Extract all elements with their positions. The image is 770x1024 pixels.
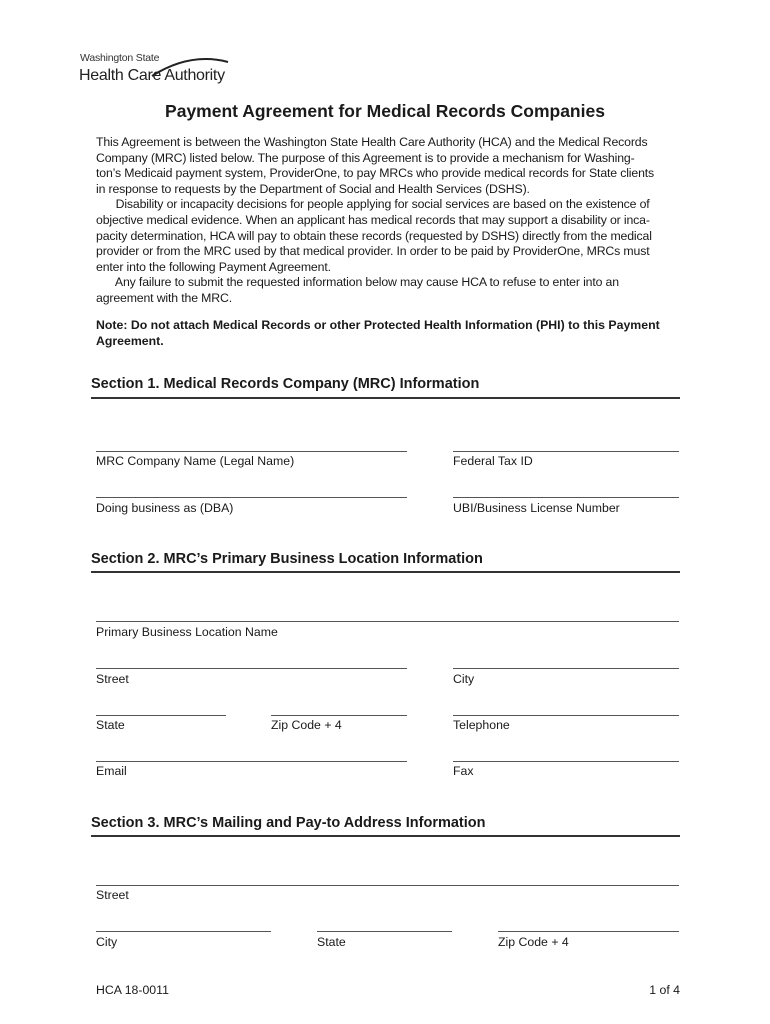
city-label: City [453,672,475,686]
state-label: State [96,718,125,732]
mailing-city-field[interactable] [96,931,271,932]
intro-p1: This Agreement is between the Washington State Health Care Authority (HCA) and the Medical Records Company (MRC) listed below. The purpose of this Agreement is to provide a mechanism for Washing- ton’s Medicaid payment system, ProviderOne, to pay MRCs who provide medical records for State clients in response to requests by the Department of Social and Health Services (DSHS). [96,135,655,196]
zip-field[interactable] [271,715,407,716]
intro-p2: Disability or incapacity decisions for people applying for social services are based on the existence of objective medical evidence. When an applicant has medical records that may support a disability or inca- pacity determination, HCA will pay to obtain these records (requested by DSHS) directly from the medical provider or from the MRC used by that medical provider. In order to be paid by ProviderOne, MRCs must enter into the following Payment Agreement. [96,197,652,274]
zip-label: Zip Code + 4 [271,718,342,732]
dba-field[interactable] [96,497,407,498]
section1-rule [91,397,680,399]
street-field[interactable] [96,668,407,669]
location-name-label: Primary Business Location Name [96,625,278,639]
ubi-label: UBI/Business License Number [453,501,620,515]
mrc-name-label: MRC Company Name (Legal Name) [96,454,295,468]
fax-label: Fax [453,764,474,778]
section3-rule [91,835,680,837]
street-label: Street [96,672,129,686]
phi-note: Note: Do not attach Medical Records or other Protected Health Information (PHI) to this Payment Agreement. [96,318,660,348]
section1-heading: Section 1. Medical Records Company (MRC) Information [91,376,480,392]
section3-heading: Section 3. MRC’s Mailing and Pay-to Address Information [91,815,486,831]
email-field[interactable] [96,761,407,762]
section2-heading: Section 2. MRC’s Primary Business Location Information [91,551,483,567]
location-name-field[interactable] [96,621,679,622]
mailing-state-field[interactable] [317,931,452,932]
federal-tax-id-field[interactable] [453,451,679,452]
mailing-zip-field[interactable] [498,931,679,932]
logo-line2: Health Care Authority [79,67,225,84]
ubi-field[interactable] [453,497,679,498]
logo-swoosh-icon [150,56,230,78]
mailing-city-label: City [96,935,118,949]
page-number: 1 of 4 [649,983,680,997]
dba-label: Doing business as (DBA) [96,501,234,515]
page-title: Payment Agreement for Medical Records Companies [165,101,605,121]
form-number: HCA 18-0011 [96,983,169,997]
city-field[interactable] [453,668,679,669]
intro-text [96,135,756,307]
federal-tax-id-label: Federal Tax ID [453,454,533,468]
intro-p3: Any failure to submit the requested information below may cause HCA to refuse to enter into an agreement with the MRC. [96,275,619,305]
email-label: Email [96,764,127,778]
mailing-street-label: Street [96,888,129,902]
state-field[interactable] [96,715,226,716]
telephone-field[interactable] [453,715,679,716]
section2-rule [91,571,680,573]
mailing-street-field[interactable] [96,885,679,886]
mailing-zip-label: Zip Code + 4 [498,935,569,949]
fax-field[interactable] [453,761,679,762]
mrc-name-field[interactable] [96,451,407,452]
telephone-label: Telephone [453,718,510,732]
logo-line1: Washington State [80,52,160,64]
mailing-state-label: State [317,935,346,949]
